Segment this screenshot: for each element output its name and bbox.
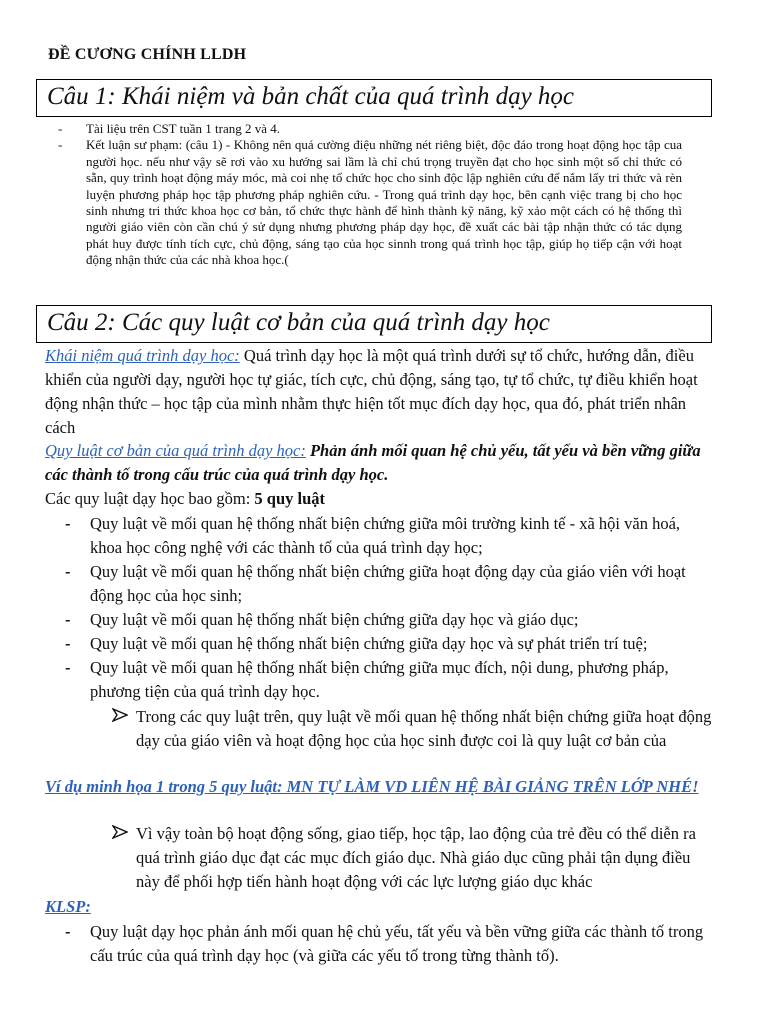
list-item: - Quy luật về mối quan hệ thống nhất biện chứng giữa hoạt động dạy của giáo viên với hoạt động học của học sinh; <box>45 560 713 608</box>
note-2-text: Vì vậy toàn bộ hoạt động sống, giao tiếp, học tập, lao động của trẻ đều có thể diễn ra quá trình giáo dục đạt các mục đích giáo dục. Nhà giáo dục cũng phải tận dụng điều này để phối hợp tiến hành hoạt động với các lực lượng giáo dục khác <box>136 824 696 891</box>
list-item: - Quy luật về mối quan hệ thống nhất biện chứng giữa mục đích, nội dung, phương pháp, phương tiện của quá trình dạy học. <box>45 656 713 704</box>
list-item: - Kết luận sư phạm: (câu 1) - Không nên quá cường điệu những nét riêng biệt, độc đáo trong hoạt động học tập cua người học. nếu như vậy sẽ rơi vào xu hướng sai lầm là chỉ chú trọng truyền đạt cho học sinh một số chỉ thức có sẵn, quy trình hoạt động máy móc, mà coi nhẹ tổ chức học cho sinh độc lập nghiên cứu để nắm lấy tri thức và rèn luyện phương pháp học tập phương pháp nghiên cứu. - Trong quá trình dạy học, bên cạnh việc trang bị cho học sinh nhưng tri thức khoa học cơ bản, tổ chức thực hành để hình thành kỹ năng, kỹ xảo một cách có hệ thống thì người giáo viên còn cần chú ý sử dụng nhưng phương pháp dạy học, đề xuất các bài tập nhận thức có tác dụng phát huy được tính tích cực, chủ động, sáng tạo của học sinnh trong quá trình học tập, giúp họ tiếp cận với hoạt động nhận thức của các nhà khoa học.( <box>86 137 682 268</box>
note-1-text: Trong các quy luật trên, quy luật về mối quan hệ thống nhất biện chứng giữa hoạt động dạy của giáo viên và hoạt động học của học sinh được coi là quy luật cơ bản của <box>136 707 712 750</box>
question-1-list <box>86 121 682 269</box>
question-2-heading: Câu 2: Các quy luật cơ bản của quá trình dạy học <box>36 305 712 343</box>
concept-label: Khái niệm quá trình dạy học: <box>45 346 240 365</box>
laws-list <box>45 512 713 704</box>
summary-list <box>45 920 713 968</box>
document-title: ĐỀ CƯƠNG CHÍNH LLDH <box>48 46 247 63</box>
list-item: - Tài liệu trên CST tuần 1 trang 2 và 4. <box>86 121 682 137</box>
law-definition-paragraph <box>45 439 713 487</box>
laws-intro <box>45 487 713 511</box>
laws-count: 5 quy luật <box>254 489 326 508</box>
list-item: - Quy luật về mối quan hệ thống nhất biện chứng giữa dạy học và giáo dục; <box>45 608 713 632</box>
list-item: - Quy luật về mối quan hệ thống nhất biện chứng giữa môi trường kinh tế - xã hội văn hoá, khoa học công nghệ với các thành tố của quá trình dạy học; <box>45 512 713 560</box>
klsp-label: KLSP: <box>45 897 91 916</box>
note-paragraph-2 <box>110 822 714 894</box>
arrowhead-bullet-icon <box>112 822 128 846</box>
note-paragraph-1 <box>110 705 714 753</box>
laws-intro-text: Các quy luật dạy học bao gồm: <box>45 489 255 508</box>
law-label: Quy luật cơ bản của quá trình dạy học: <box>45 441 306 460</box>
example-heading: Ví dụ minh họa 1 trong 5 quy luật: MN TỰ LÀM VD LIÊN HỆ BÀI GIẢNG TRÊN LỚP NHÉ! <box>45 777 699 796</box>
list-item: - Quy luật về mối quan hệ thống nhất biện chứng giữa dạy học và sự phát triển trí tuệ; <box>45 632 713 656</box>
list-item: - Quy luật dạy học phản ánh mối quan hệ chủ yếu, tất yếu và bền vững giữa các thành tố trong cấu trúc của quá trình dạy học (và giữa các yếu tố trong từng thành tố). <box>45 920 713 968</box>
law-text: Phản ánh mối quan hệ chủ yếu, tất yếu và bền vững giữa các thành tố trong cấu trúc của quá trình dạy học. <box>45 441 701 484</box>
question-1-heading: Câu 1: Khái niệm và bản chất của quá trình dạy học <box>36 79 712 117</box>
concept-paragraph <box>45 344 713 440</box>
concept-text: Quá trình dạy học là một quá trình dưới sự tổ chức, hướng dẫn, điều khiển của người dạy, người học tự giác, tích cực, chủ động, sáng tạo, tự tổ chức, tự điều khiển hoạt động nhận thức – học tập của mình nhằm thực hiện tốt mục đích dạy học, qua đó, phát triển nhân cách <box>45 346 698 437</box>
arrowhead-bullet-icon <box>112 705 128 729</box>
